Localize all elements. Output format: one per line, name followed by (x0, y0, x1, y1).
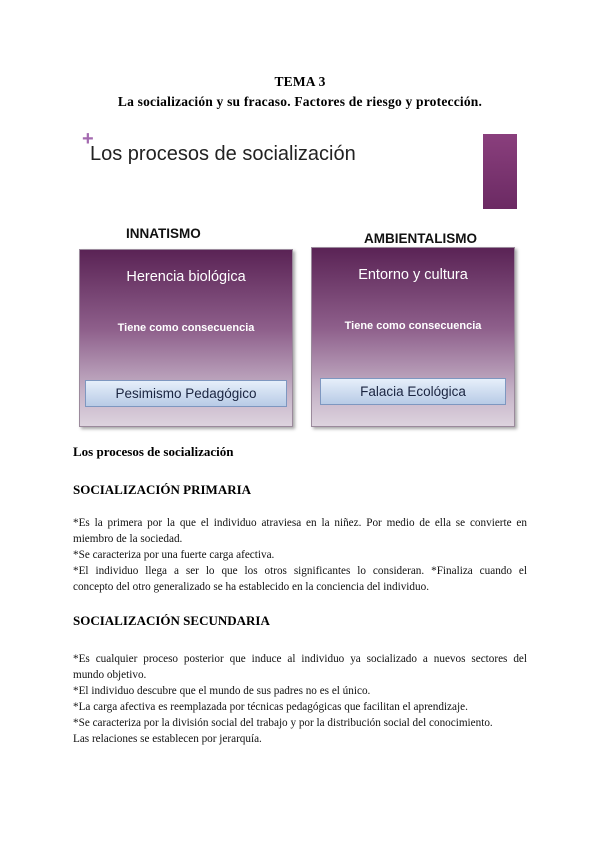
plus-icon: + (82, 128, 94, 150)
slide-title: Los procesos de socialización (90, 143, 356, 165)
primary-line: concepto del otro generalizado se ha establecido en la conciencia del individuo. (73, 581, 429, 593)
ambientalismo-heading: AMBIENTALISMO (364, 231, 477, 246)
primary-line: *Es la primera por la que el individuo atraviesa en la niñez. Por medio de ella se convierte en (73, 517, 527, 529)
ambientalismo-box-tag: Falacia Ecológica (320, 378, 506, 405)
ambientalismo-box-subtitle: Tiene como consecuencia (344, 320, 482, 332)
secondary-line: *Se caracteriza por la división social del trabajo y por la distribución social del conocimiento. (73, 717, 493, 729)
secondary-line: mundo objetivo. (73, 669, 147, 681)
innatismo-box-tag: Pesimismo Pedagógico (85, 380, 287, 407)
innatismo-box-subtitle: Tiene como consecuencia (117, 322, 255, 334)
secondary-line: *El individuo descubre que el mundo de sus padres no es el único. (73, 685, 371, 697)
secondary-heading: SOCIALIZACIÓN SECUNDARIA (73, 613, 270, 628)
primary-line: miembro de la sociedad. (73, 533, 183, 545)
innatismo-heading: INNATISMO (126, 226, 201, 241)
innatismo-box (79, 249, 293, 427)
topic-title: La socialización y su fracaso. Factores de riesgo y protección. (117, 94, 483, 109)
secondary-line: Las relaciones se establecen por jerarquía. (73, 733, 262, 745)
ambientalismo-box-title: Entorno y cultura (358, 267, 468, 283)
secondary-line: *La carga afectiva es reemplazada por técnicas pedagógicas que facilitan el aprendizaje. (73, 701, 468, 713)
primary-line: *Se caracteriza por una fuerte carga afectiva. (73, 549, 275, 561)
primary-line: *El individuo llega a ser lo que los otros significantes lo consideran. *Finaliza cuando el (73, 565, 527, 577)
topic-number: TEMA 3 (274, 74, 326, 89)
secondary-line: *Es cualquier proceso posterior que induce al individuo ya socializado a nuevos sectores del (73, 653, 527, 665)
section-title: Los procesos de socialización (73, 444, 234, 459)
primary-heading: SOCIALIZACIÓN PRIMARIA (73, 482, 252, 497)
ambientalismo-box (311, 247, 515, 427)
innatismo-box-title: Herencia biológica (126, 269, 246, 285)
slide-accent-bar (483, 134, 517, 209)
